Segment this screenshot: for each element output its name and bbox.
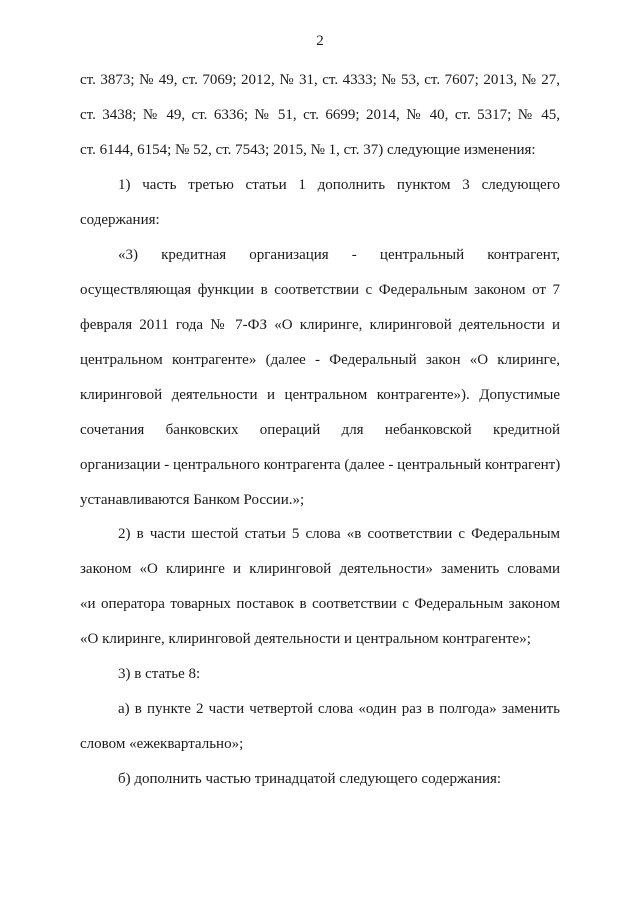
text-line: а) в пункте 2 части четвертой слова «один раз в полгода» заменить: [118, 701, 560, 717]
page-number: 2: [316, 33, 324, 49]
text-line: 3) в статье 8:: [118, 666, 201, 682]
text-line: 1) часть третью статьи 1 дополнить пунктом 3 следующего: [118, 177, 560, 193]
text-line: осуществляющая функции в соответствии с Федеральным законом от 7: [80, 282, 560, 298]
text-line: устанавливаются Банком России.»;: [80, 492, 305, 508]
text-line: б) дополнить частью тринадцатой следующего содержания:: [118, 771, 502, 787]
text-line: словом «ежеквартально»;: [80, 736, 244, 752]
text-line: клиринговой деятельности и центральном контрагенте»). Допустимые: [80, 387, 560, 403]
text-line: ст. 3873; № 49, ст. 7069; 2012, № 31, ст. 4333; № 53, ст. 7607; 2013, № 27,: [80, 72, 560, 88]
text-line: февраля 2011 года № 7-ФЗ «О клиринге, клиринговой деятельности и: [80, 317, 560, 333]
text-line: законом «О клиринге и клиринговой деятельности» заменить словами: [80, 561, 560, 577]
text-line: ст. 6144, 6154; № 52, ст. 7543; 2015, № 1, ст. 37) следующие изменения:: [80, 142, 536, 158]
text-line: организации - центрального контрагента (далее - центральный контрагент): [80, 457, 561, 473]
text-line: центральном контрагенте» (далее - Федеральный закон «О клиринге,: [80, 352, 560, 368]
text-line: «3) кредитная организация - центральный контрагент,: [118, 247, 560, 263]
text-line: «О клиринге, клиринговой деятельности и центральном контрагенте»;: [80, 631, 531, 647]
text-line: 2) в части шестой статьи 5 слова «в соответствии с Федеральным: [118, 526, 560, 542]
text-line: ст. 3438; № 49, ст. 6336; № 51, ст. 6699; 2014, № 40, ст. 5317; № 45,: [80, 107, 560, 123]
text-line: «и оператора товарных поставок в соответствии с Федеральным законом: [80, 596, 560, 612]
text-line: сочетания банковских операций для небанковской кредитной: [80, 422, 560, 438]
text-line: содержания:: [80, 212, 160, 228]
